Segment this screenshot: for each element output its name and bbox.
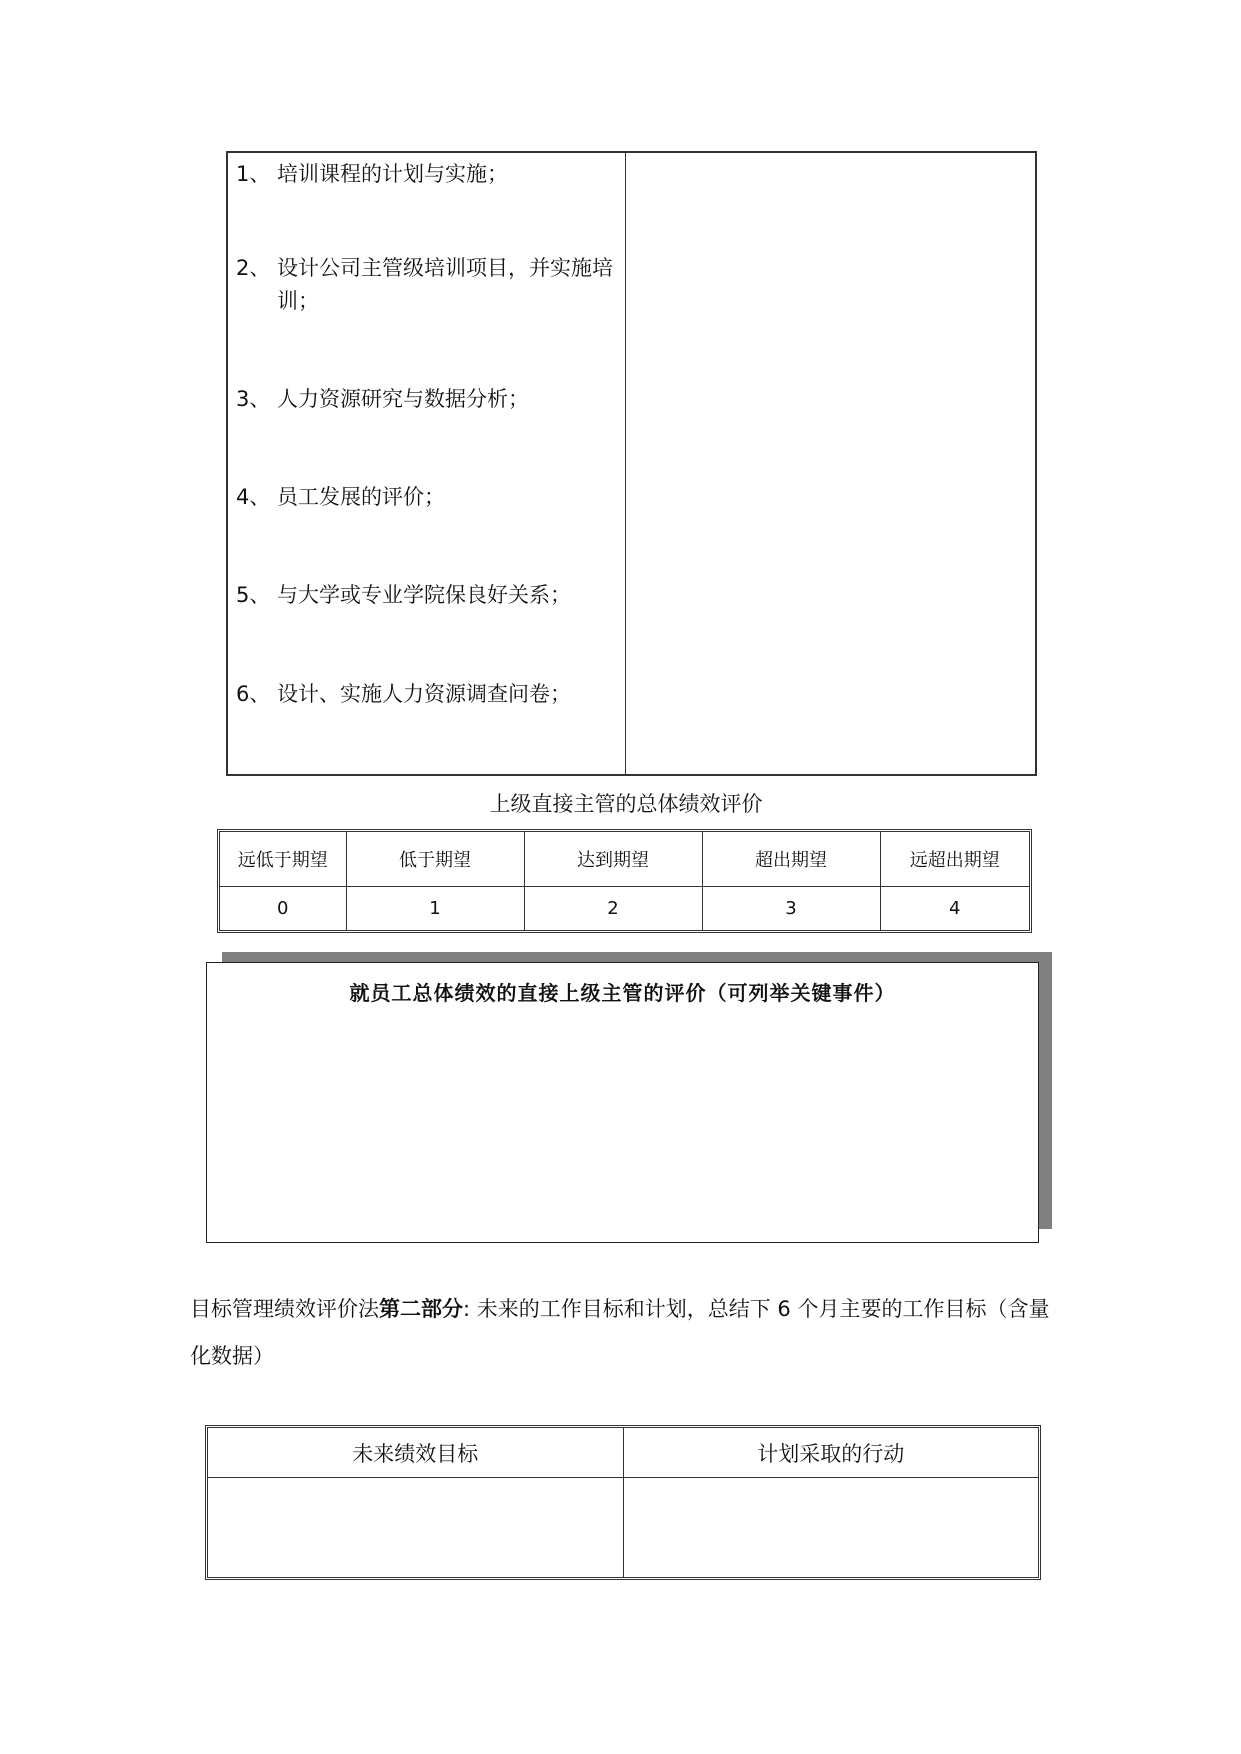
task-item [236,481,616,514]
task-text: 培训课程的计划与实施； [277,162,508,186]
rating-label: 低于期望 [346,832,524,886]
task-text: 人力资源研究与数据分析； [277,387,529,411]
task-number: 5、 [236,583,271,607]
rating-score: 4 [880,886,1029,930]
task-number: 3、 [236,387,271,411]
rating-score: 0 [220,886,346,930]
rating-label: 达到期望 [524,832,702,886]
rating-label: 远超出期望 [880,832,1029,886]
task-number: 2、 [236,256,271,280]
task-number: 4、 [236,485,271,509]
task-text: 设计公司主管级培训项目，并实施培训； [277,256,613,313]
task-number: 6、 [236,682,271,706]
task-text: 设计、实施人力资源调查问卷； [277,682,571,706]
comment-box-title: 就员工总体绩效的直接上级主管的评价（可列举关键事件） [349,981,896,1005]
task-item [236,158,616,191]
rating-score: 1 [346,886,524,930]
part-two-paragraph [190,1286,1070,1380]
rating-label: 远低于期望 [220,832,346,886]
part-two-prefix: 目标管理绩效评价法 [190,1297,379,1321]
rating-label: 超出期望 [702,832,880,886]
table-column-divider [625,153,626,774]
task-item [236,678,616,711]
goals-cell-goal [208,1478,623,1578]
rating-score-row [220,886,1029,930]
rating-score: 2 [524,886,702,930]
rating-label-row [220,832,1029,886]
task-item [236,579,616,612]
task-item [236,252,616,318]
task-item [236,383,616,416]
future-goals-table [205,1425,1041,1580]
task-number: 1、 [236,162,271,186]
part-two-description: : 未来的工作目标和计划，总结下 6 个月主要的工作目标（含量化数据） [190,1297,1050,1368]
goals-header-goal: 未来绩效目标 [208,1428,623,1478]
rating-score: 3 [702,886,880,930]
rating-caption: 上级直接主管的总体绩效评价 [489,792,763,816]
part-two-heading: 第二部分 [379,1297,463,1321]
goals-cell-action [623,1478,1038,1578]
task-text: 与大学或专业学院保良好关系； [277,583,571,607]
rating-table [217,829,1032,933]
task-text: 员工发展的评价； [277,485,445,509]
goals-header-action: 计划采取的行动 [623,1428,1038,1478]
task-table [226,151,1037,776]
goals-empty-row [208,1478,1038,1578]
goals-header-row [208,1428,1038,1478]
supervisor-comment-box [206,962,1039,1243]
